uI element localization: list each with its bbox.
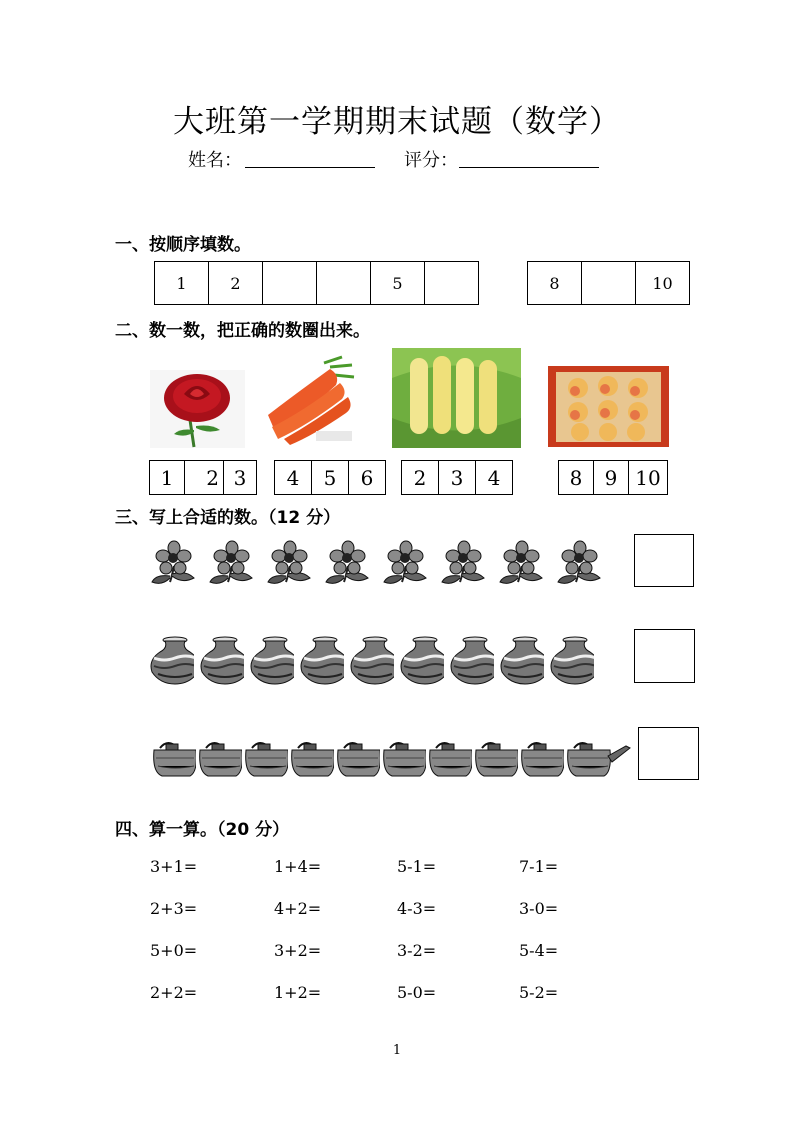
pot-icon <box>398 636 444 686</box>
corn-image <box>392 348 521 448</box>
pot-icon <box>448 636 494 686</box>
sequence-cell[interactable]: 5 <box>371 262 425 304</box>
choice-cell[interactable]: 2 <box>402 461 439 494</box>
choice-cell[interactable]: 3 <box>233 465 247 490</box>
pot-answer-box[interactable] <box>634 629 695 683</box>
watering-can-icon <box>288 736 334 778</box>
score-label: 评分： <box>404 150 458 171</box>
sequence-cell[interactable] <box>425 262 478 304</box>
watering-can-icon <box>472 736 518 778</box>
watering-can-icon <box>518 736 564 778</box>
math-problem: 3-2= <box>397 941 437 960</box>
sequence-box-a <box>154 261 479 305</box>
name-label: 姓名： <box>188 150 242 171</box>
watering-can-row <box>150 736 634 778</box>
page-title: 大班第一学期期末试题（数学） <box>173 104 621 140</box>
sequence-cell[interactable]: 1 <box>155 262 209 304</box>
sequence-cell[interactable]: 8 <box>528 262 582 304</box>
section-4-heading: 四、算一算。（20 分） <box>115 820 290 840</box>
choice-box-apples <box>558 460 668 495</box>
watering-can-icon <box>334 736 380 778</box>
pot-icon <box>198 636 244 686</box>
page-number: 1 <box>392 1043 402 1058</box>
choice-cell[interactable]: 2 <box>185 461 224 494</box>
math-problem: 5-2= <box>519 983 559 1002</box>
watering-can-icon <box>242 736 288 778</box>
watering-can-icon <box>564 736 634 778</box>
flower-icon <box>438 540 490 584</box>
choice-cell[interactable]: 3 <box>439 461 476 494</box>
math-problem: 5+0= <box>150 941 198 960</box>
math-problem: 5-1= <box>397 857 437 876</box>
sequence-cell[interactable]: 10 <box>652 273 673 293</box>
math-problem: 3+2= <box>274 941 322 960</box>
flower-icon <box>206 540 258 584</box>
math-problem: 3-0= <box>519 899 559 918</box>
choice-cell[interactable]: 5 <box>312 461 349 494</box>
choice-cell[interactable]: 4 <box>275 461 312 494</box>
choice-cell[interactable]: 9 <box>594 461 629 494</box>
apples-in-box-image <box>548 366 669 447</box>
pot-icon <box>348 636 394 686</box>
choice-cell[interactable]: 1 <box>150 461 185 494</box>
choice-cell[interactable]: 6 <box>360 465 374 490</box>
choice-box-rose <box>149 460 257 495</box>
flower-icon <box>380 540 432 584</box>
carrots-image <box>264 355 356 448</box>
section-3-heading: 三、写上合适的数。（12 分） <box>115 508 341 528</box>
math-problem: 7-1= <box>519 857 559 876</box>
sequence-box-b <box>527 261 690 305</box>
watering-can-icon <box>380 736 426 778</box>
sequence-cell[interactable] <box>317 262 371 304</box>
rose-image <box>150 370 245 448</box>
math-problem: 2+3= <box>150 899 198 918</box>
sequence-cell[interactable] <box>263 262 317 304</box>
watering-can-icon <box>150 736 196 778</box>
flower-icon <box>264 540 316 584</box>
flower-icon <box>322 540 374 584</box>
math-problem: 5-0= <box>397 983 437 1002</box>
pot-icon <box>548 636 594 686</box>
watering-can-answer-box[interactable] <box>638 727 699 780</box>
math-problem: 5-4= <box>519 941 559 960</box>
math-problem: 3+1= <box>150 857 198 876</box>
pot-row <box>148 636 594 686</box>
flower-icon <box>148 540 200 584</box>
choice-cell[interactable]: 8 <box>559 461 594 494</box>
sequence-cell[interactable]: 2 <box>209 262 263 304</box>
choice-cell[interactable]: 4 <box>487 465 501 490</box>
flower-icon <box>496 540 548 584</box>
choice-box-corn <box>401 460 513 495</box>
watering-can-icon <box>196 736 242 778</box>
math-problem: 1+4= <box>274 857 322 876</box>
math-problem: 2+2= <box>150 983 198 1002</box>
pot-icon <box>298 636 344 686</box>
pot-icon <box>498 636 544 686</box>
math-problem: 4-3= <box>397 899 437 918</box>
math-problem: 1+2= <box>274 983 322 1002</box>
flower-icon <box>554 540 606 584</box>
pot-icon <box>248 636 294 686</box>
watering-can-icon <box>426 736 472 778</box>
score-field[interactable] <box>459 149 599 168</box>
sequence-cell[interactable] <box>582 262 636 304</box>
pot-icon <box>148 636 194 686</box>
name-field[interactable] <box>245 149 375 168</box>
math-problem: 4+2= <box>274 899 322 918</box>
choice-box-carrots <box>274 460 386 495</box>
choice-cell[interactable]: 10 <box>635 465 661 490</box>
section-2-heading: 二、数一数，把正确的数圈出来。 <box>115 321 370 341</box>
flower-row <box>148 540 606 584</box>
flower-answer-box[interactable] <box>634 534 694 587</box>
section-1-heading: 一、按顺序填数。 <box>115 235 251 255</box>
